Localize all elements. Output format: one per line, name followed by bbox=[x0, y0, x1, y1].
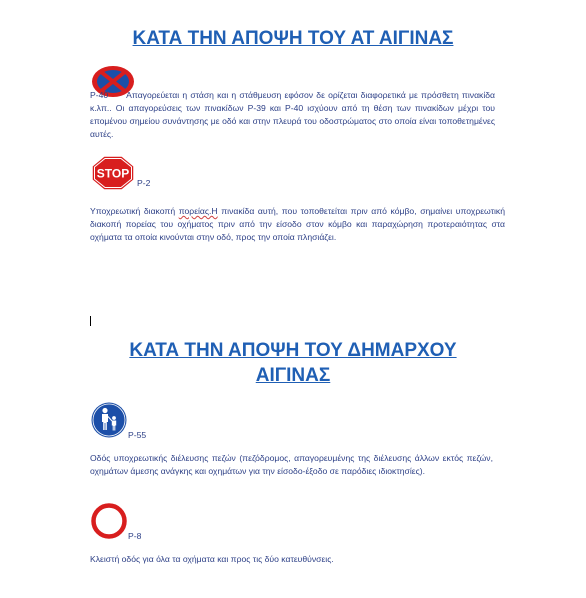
sign-p55-paragraph: Οδός υποχρεωτικής διέλευσης πεζών (πεζόδρομος, απαγορευμένης της διέλευσης άλλων εκτός πεζών, οχημάτων άμεσης ανάγκης και οχημάτων για την είσοδο-έξοδο σε παρόδιες ιδιοκτησίες). bbox=[90, 453, 493, 476]
spellcheck-marked-word: πορείας.Η bbox=[178, 206, 218, 216]
sign-p2-text-after: πινακίδα αυτή, που τοποθετείται πριν από κόμβο, σημαίνει υποχρεωτική διακοπή πορείας του οχήματος πριν από την είσοδο στον κόμβο και παραχώρηση προτεραιότητας στα οχήματα τα οποία κινούνται στην οδό, προς την οποία πλησιάζει. bbox=[90, 206, 506, 242]
sign-p40-text: Απαγορεύεται η στάση και η στάθμευση εφόσον δε ορίζεται διαφορετικά με πρόσθετη πινακίδα κ.λπ.. Οι απαγορεύσεις των πινακίδων Ρ-39 και Ρ-40 ισχύουν από τη θέση των πινακίδων μέχρι του επομένου σημείου συνάντησης με οδό και στην πλευρά του οδοστρώματος στο οποία είναι τοποθετημένες αυτές. bbox=[90, 90, 495, 139]
stop-sign-icon bbox=[91, 155, 135, 191]
text-cursor bbox=[90, 316, 91, 326]
sign-p8-code: Ρ-8 bbox=[128, 531, 142, 541]
section2-heading-line1: ΚΑΤΑ ΤΗΝ ΑΠΟΨΗ ΤΟΥ ΔΗΜΑΡΧΟΥ bbox=[129, 340, 457, 361]
stop-sign-label: STOP bbox=[96, 166, 130, 181]
section2-heading-line2: ΑΙΓΙΝΑΣ bbox=[255, 365, 331, 386]
sign-p55-code: Ρ-55 bbox=[128, 430, 147, 440]
sign-p2-text-before: Υποχρεωτική διακοπή bbox=[90, 206, 179, 216]
section1-heading: ΚΑΤΑ ΤΗΝ ΑΠΟΨΗ ΤΟΥ ΑΤ ΑΙΓΙΝΑΣ bbox=[132, 28, 454, 49]
sign-p2-code: Ρ-2 bbox=[137, 178, 151, 188]
sign-p40-code: Ρ-40 bbox=[90, 90, 109, 100]
sign-p2-paragraph bbox=[90, 205, 505, 244]
closed-road-sign-icon bbox=[91, 503, 127, 539]
sign-p8-paragraph: Κλειστή οδός για όλα τα οχήματα και προς τις δύο κατευθύνσεις. bbox=[90, 554, 334, 564]
pedestrian-zone-sign-icon bbox=[91, 402, 127, 438]
sign-p40-paragraph bbox=[90, 89, 495, 141]
